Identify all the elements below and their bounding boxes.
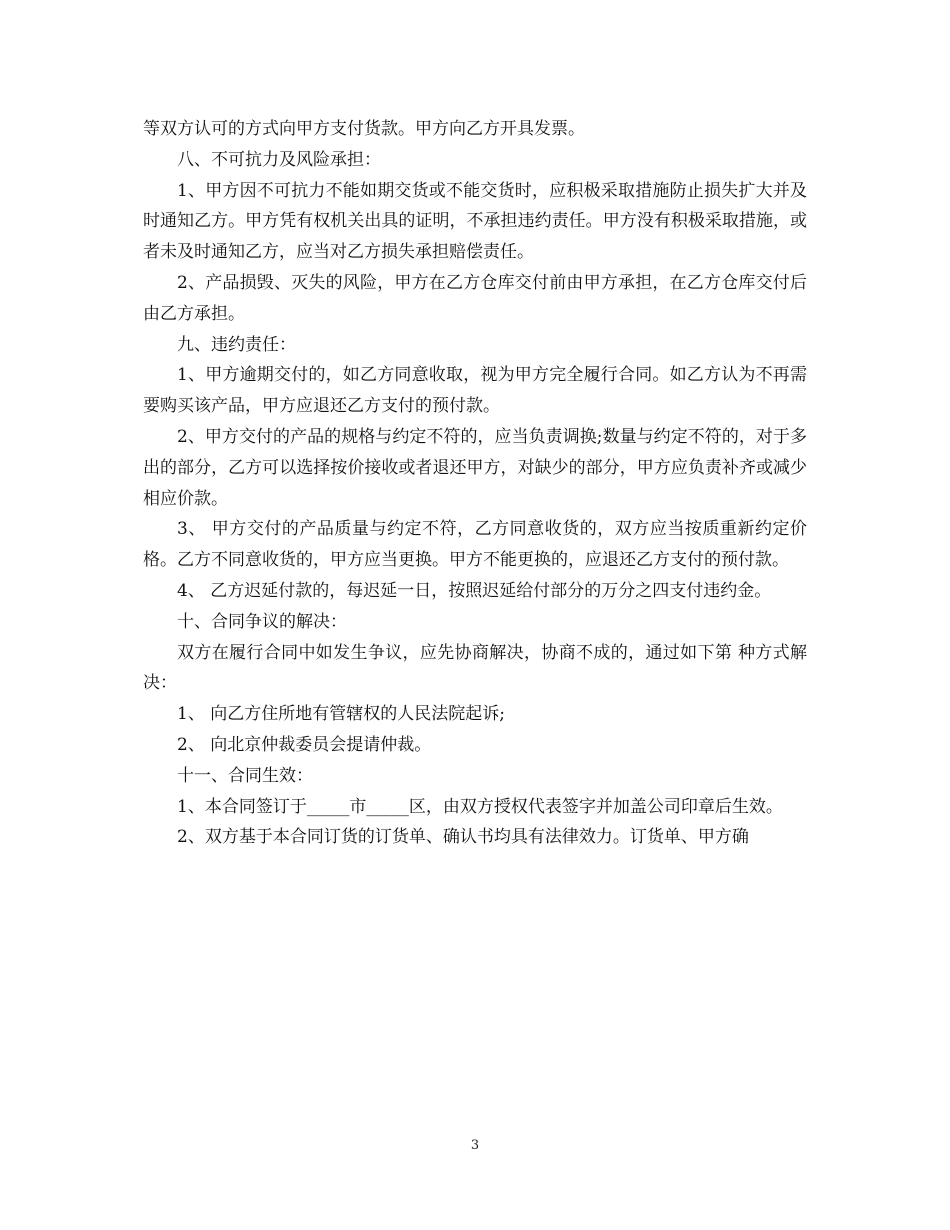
paragraph-dispute-intro: 双方在履行合同中如发生争议，应先协商解决，协商不成的，通过如下第 种方式解决：	[143, 642, 807, 694]
paragraph-liability-4: 4、 乙方迟延付款的，每迟延一日，按照迟延给付部分的万分之四支付违约金。	[177, 580, 772, 601]
heading-liability: 九、违约责任：	[177, 334, 296, 355]
heading-effectiveness: 十一、合同生效：	[177, 765, 313, 786]
heading-force-majeure: 八、不可抗力及风险承担：	[177, 149, 381, 170]
paragraph-dispute-2: 2、 向北京仲裁委员会提请仲裁。	[177, 734, 432, 755]
paragraph-effectiveness-2: 2、双方基于本合同订货的订货单、确认书均具有法律效力。订货单、甲方确	[177, 827, 749, 848]
heading-dispute: 十、合同争议的解决：	[177, 611, 347, 632]
paragraph-effectiveness-1: 1、本合同签订于_____市_____区，由双方授权代表签字并加盖公司印章后生效。	[177, 796, 783, 817]
paragraph-force-majeure-1: 1、甲方因不可抗力不能如期交货或不能交货时，应积极采取措施防止损失扩大并及时通知乙方。甲方凭有权机关出具的证明，不承担违约责任。甲方没有积极采取措施，或者未及时通知乙方，应当对乙方损失承担赔偿责任。	[143, 180, 807, 263]
paragraph-liability-2: 2、甲方交付的产品的规格与约定不符的，应当负责调换;数量与约定不符的，对于多出的部分，乙方可以选择按价接收或者退还甲方，对缺少的部分，甲方应负责补齐或减少相应价款。	[143, 426, 807, 509]
paragraph-force-majeure-2: 2、产品损毁、灭失的风险，甲方在乙方仓库交付前由甲方承担，在乙方仓库交付后由乙方承担。	[143, 272, 807, 324]
page-number: 3	[470, 1138, 480, 1153]
paragraph-dispute-1: 1、 向乙方住所地有管辖权的人民法院起诉;	[177, 704, 505, 725]
paragraph-liability-3: 3、 甲方交付的产品质量与约定不符，乙方同意收货的，双方应当按质重新约定价格。乙方不同意收货的，甲方应当更换。甲方不能更换的，应退还乙方支付的预付款。	[143, 519, 807, 571]
paragraph-liability-1: 1、甲方逾期交付的，如乙方同意收取，视为甲方完全履行合同。如乙方认为不再需要购买该产品，甲方应退还乙方支付的预付款。	[143, 365, 807, 417]
paragraph-payment-continuation: 等双方认可的方式向甲方支付货款。甲方向乙方开具发票。	[143, 119, 585, 139]
document-body	[143, 114, 807, 853]
